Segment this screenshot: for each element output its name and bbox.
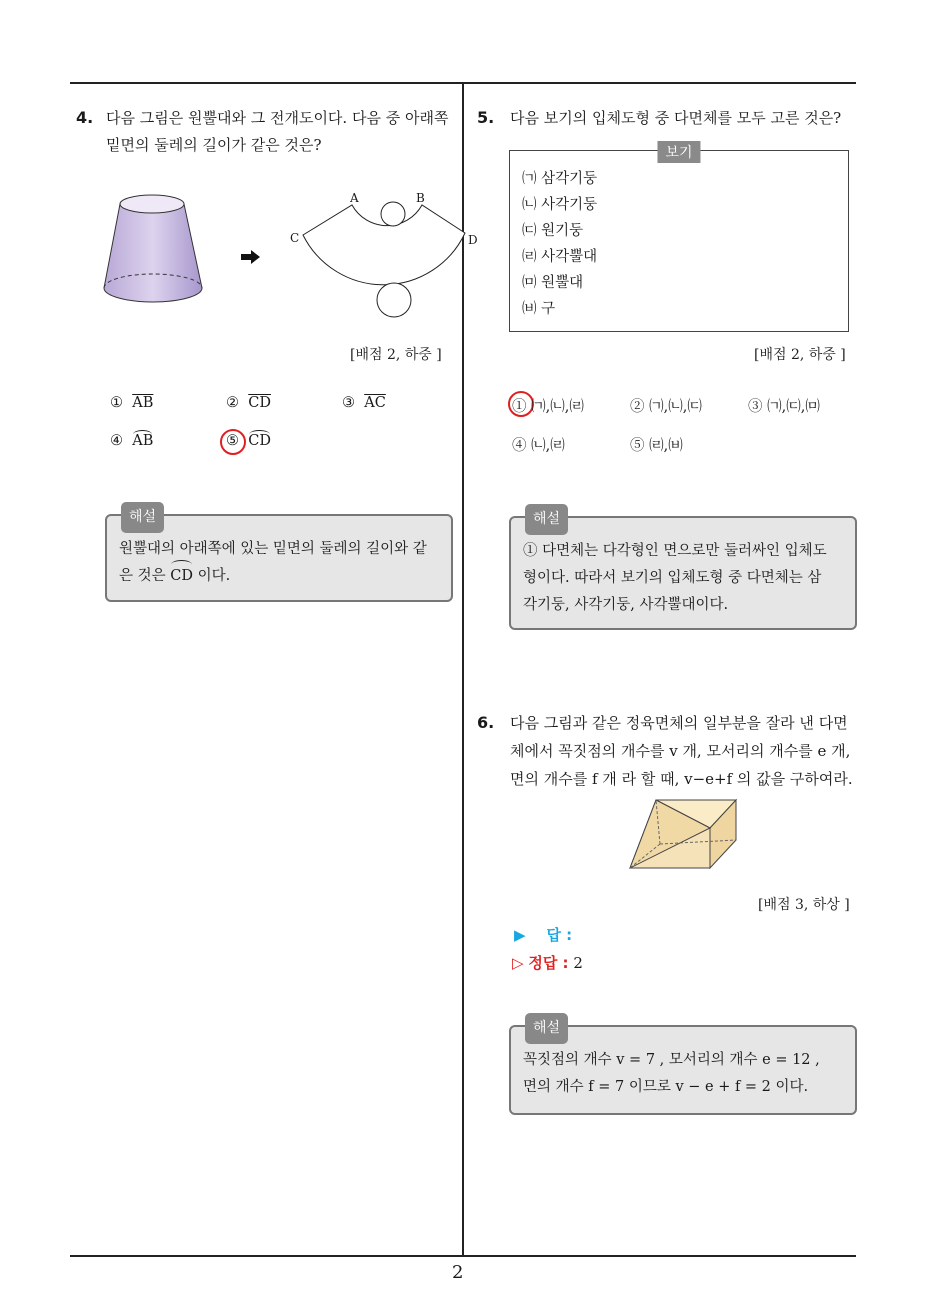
- bogi-item: ㈀ 삼각기둥: [522, 171, 598, 187]
- q6-score: [배점 3, 하상 ]: [758, 897, 850, 913]
- choice-number: ②: [630, 399, 645, 415]
- q4-choice-3[interactable]: [342, 395, 386, 411]
- choice-number: ④: [110, 433, 123, 449]
- arrow-right-icon: [241, 250, 261, 264]
- q5-choice-2[interactable]: [630, 395, 702, 416]
- q4-choice-1[interactable]: [110, 395, 153, 411]
- q4-choice-2[interactable]: [226, 395, 271, 411]
- explanation-line1: 꼭짓점의 개수 v = 7 , 모서리의 개수 e = 12 ,: [523, 1052, 820, 1068]
- bogi-item: ㈄ 원뿔대: [522, 275, 584, 291]
- choice-number: ①: [110, 395, 123, 411]
- q5-explanation-box: [509, 511, 857, 630]
- arc-cd: CD: [170, 563, 193, 590]
- explanation-tag: 해설: [525, 1013, 568, 1044]
- net-label-d: D: [468, 233, 478, 247]
- q4-score: [배점 2, 하중 ]: [350, 347, 442, 363]
- choice-label: $\overline{AC}$: [364, 395, 386, 411]
- bogi-item: ㈃ 사각뿔대: [522, 249, 598, 265]
- bogi-item: ㈁ 사각기둥: [522, 197, 598, 213]
- q4-text-line2: 밑면의 둘레의 길이가 같은 것은?: [106, 136, 322, 154]
- correct-label: 정답 :: [528, 954, 569, 972]
- bottom-rule: [70, 1255, 856, 1257]
- outline-triangle-icon: ▷: [512, 954, 524, 972]
- answer-row[interactable]: [514, 924, 572, 945]
- explanation-line1: ① 다면체는 다각형인 면으로만 둘러싸인 입체도: [523, 543, 827, 559]
- choice-label: ㈁,㈃: [531, 438, 565, 454]
- choice-label: ㈀,㈁,㈃: [531, 399, 584, 415]
- q4-choice-5[interactable]: [226, 433, 271, 449]
- choice-label: CD: [248, 433, 271, 449]
- frustum-net-figure: [300, 190, 470, 325]
- q4-number: 4.: [76, 108, 94, 127]
- play-triangle-icon: ▶: [514, 926, 526, 944]
- net-label-b: B: [416, 191, 425, 205]
- correct-value: 2: [573, 954, 583, 972]
- choice-number: ④: [512, 438, 527, 454]
- q5-score: [배점 2, 하중 ]: [754, 347, 846, 363]
- q6-text-line2: 체에서 꼭짓점의 개수를 v 개, 모서리의 개수를 e 개,: [510, 742, 851, 760]
- net-label-a: A: [350, 191, 359, 205]
- q5-choice-1[interactable]: [512, 395, 584, 416]
- explanation-line1: 원뿔대의 아래쪽에 있는 밑면의 둘레의 길이와 같: [119, 541, 427, 557]
- explanation-line3: 각기둥, 사각기둥, 사각뿔대이다.: [523, 597, 729, 613]
- cut-cube-figure: [628, 796, 740, 872]
- choice-number: ③: [342, 395, 355, 411]
- page-number: 2: [452, 1262, 464, 1283]
- explanation-line2: 면의 개수 f = 7 이므로 v − e + f = 2 이다.: [523, 1079, 809, 1095]
- choice-label: $\overline{AB}$: [132, 395, 154, 411]
- q6-text-line3: 면의 개수를 f 개 라 할 때, v−e+f 의 값을 구하여라.: [510, 770, 853, 788]
- explanation-text: 은 것은: [119, 568, 166, 584]
- choice-number: ②: [226, 395, 239, 411]
- explanation-tag: 해설: [525, 504, 568, 535]
- bogi-item: ㈅ 구: [522, 301, 556, 317]
- q5-choice-3[interactable]: [748, 395, 820, 416]
- choice-number: ③: [748, 399, 763, 415]
- choice-label: ㈃,㈅: [649, 438, 683, 454]
- choice-label: AB: [132, 433, 154, 449]
- choice-number: ⑤: [630, 438, 645, 454]
- answer-label: 답 :: [546, 926, 573, 944]
- q5-number: 5.: [477, 108, 495, 127]
- bogi-box: [509, 145, 849, 332]
- q5-choice-5[interactable]: [630, 434, 683, 455]
- explanation-tag: 해설: [121, 502, 164, 533]
- explanation-line2: [119, 563, 439, 590]
- choice-label: ㈀,㈁,㈂: [649, 399, 702, 415]
- choice-label: ㈀,㈂,㈄: [767, 399, 820, 415]
- choice-label: $\overline{CD}$: [248, 395, 271, 411]
- net-label-c: C: [290, 231, 300, 245]
- q5-text: 다음 보기의 입체도형 중 다면체를 모두 고른 것은?: [510, 109, 842, 127]
- q6-explanation-box: [509, 1020, 857, 1115]
- q5-choice-4[interactable]: [512, 434, 565, 455]
- correct-answer-row: [512, 952, 583, 973]
- q4-choice-4[interactable]: [110, 433, 153, 449]
- q6-number: 6.: [477, 713, 495, 732]
- bogi-item: ㈂ 원기둥: [522, 223, 584, 239]
- q4-explanation-box: [105, 509, 453, 602]
- choice-number: ⑤: [226, 433, 239, 449]
- bogi-tag: 보기: [657, 141, 700, 163]
- q4-text-line1: 다음 그림은 원뿔대와 그 전개도이다. 다음 중 아래쪽: [106, 109, 449, 127]
- q6-text-line1: 다음 그림과 같은 정육면체의 일부분을 잘라 낸 다면: [510, 714, 848, 732]
- explanation-line2: 형이다. 따라서 보기의 입체도형 중 다면체는 삼: [523, 570, 822, 586]
- choice-number: ①: [512, 399, 527, 415]
- explanation-text: 이다.: [197, 568, 231, 584]
- frustum-figure: [98, 190, 208, 315]
